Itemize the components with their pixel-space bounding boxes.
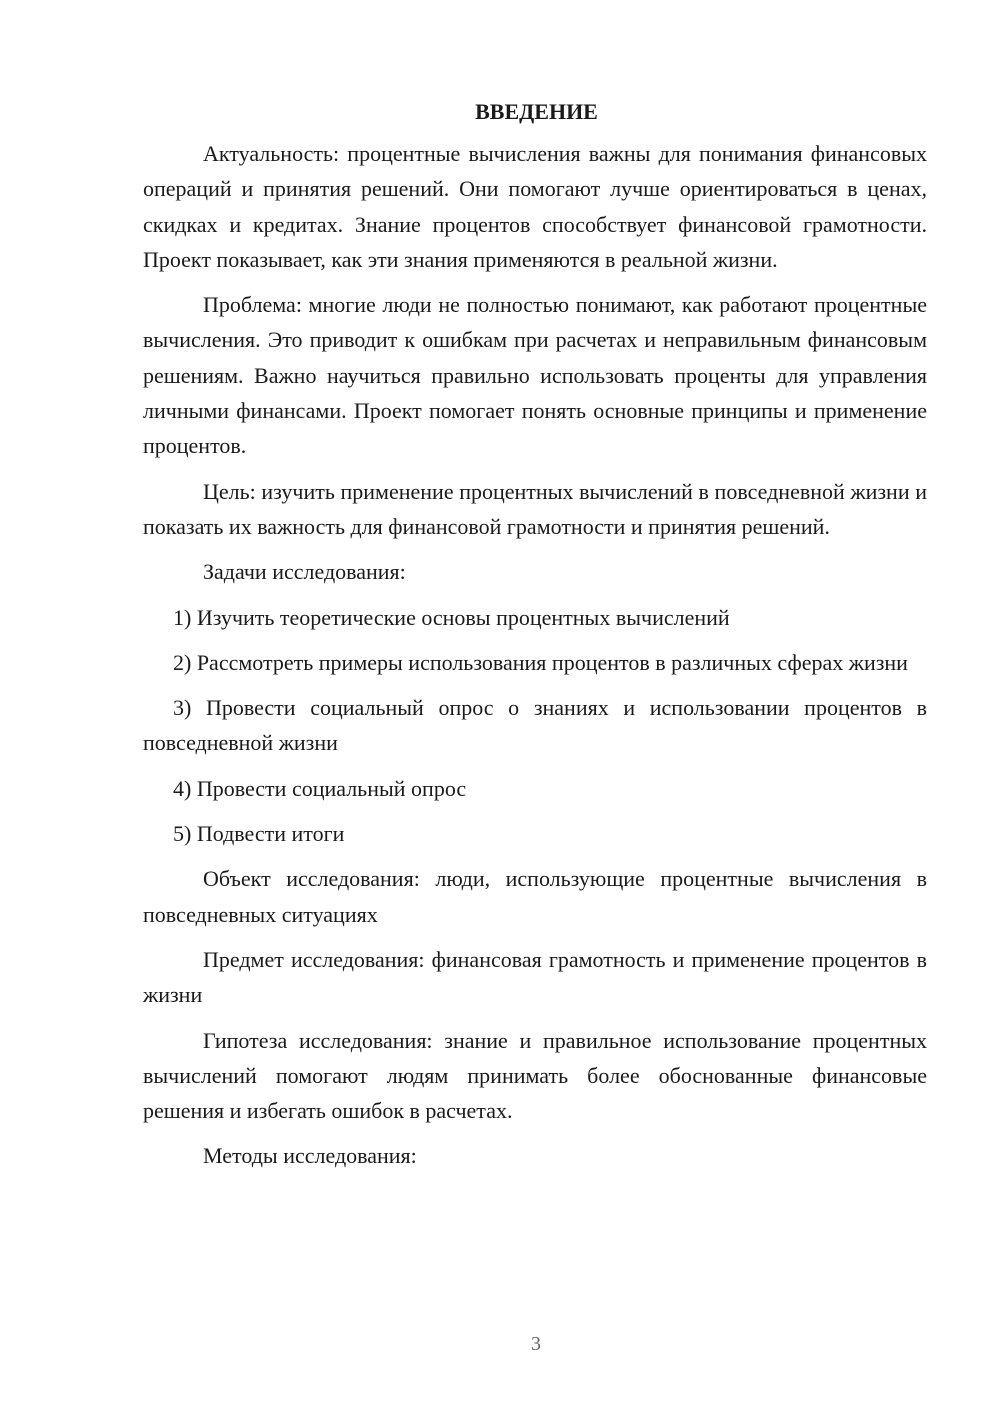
task-item-3: 3) Провести социальный опрос о знаниях и использовании процентов в повседневной жизни: [143, 695, 927, 756]
methods-heading: Методы исследования:: [203, 1143, 417, 1169]
goal-paragraph: Цель: изучить применение процентных вычислений в повседневной жизни и показать их важность для финансовой грамотности и принятия решений.: [143, 478, 927, 539]
relevance-paragraph: Актуальность: процентные вычисления важны для понимания финансовых операций и принятия решений. Они помогают лучше ориентироваться в ценах, скидках и кредитах. Знание процентов способствует финансовой грамотности. Проект показывает, как эти знания применяются в реальной жизни.: [143, 141, 927, 272]
problem-paragraph: Проблема: многие люди не полностью понимают, как работают процентные вычисления. Это приводит к ошибкам при расчетах и неправильным финансовым решениям. Важно научиться правильно использовать проценты для управления личными финансами. Проект помогает понять основные принципы и применение процентов.: [143, 292, 927, 459]
task-item-2: 2) Рассмотреть примеры использования процентов в различных сферах жизни: [173, 649, 908, 675]
subject-paragraph: Предмет исследования: финансовая грамотность и применение процентов в жизни: [143, 946, 927, 1008]
task-item-5: 5) Подвести итоги: [173, 821, 345, 847]
page-title: ВВЕДЕНИЕ: [475, 99, 598, 124]
document-body: [143, 92, 927, 1174]
task-item-4: 4) Провести социальный опрос: [173, 775, 467, 801]
object-paragraph: Объект исследования: люди, использующие процентные вычисления в повседневных ситуациях: [143, 866, 927, 927]
task-item-1: 1) Изучить теоретические основы процентных вычислений: [173, 604, 730, 630]
hypothesis-paragraph: Гипотеза исследования: знание и правильное использование процентных вычислений помогают людям принимать более обоснованные финансовые решения и избегать ошибок в расчетах.: [143, 1027, 927, 1124]
page-number: 3: [531, 1333, 541, 1355]
tasks-heading: Задачи исследования:: [203, 559, 406, 585]
